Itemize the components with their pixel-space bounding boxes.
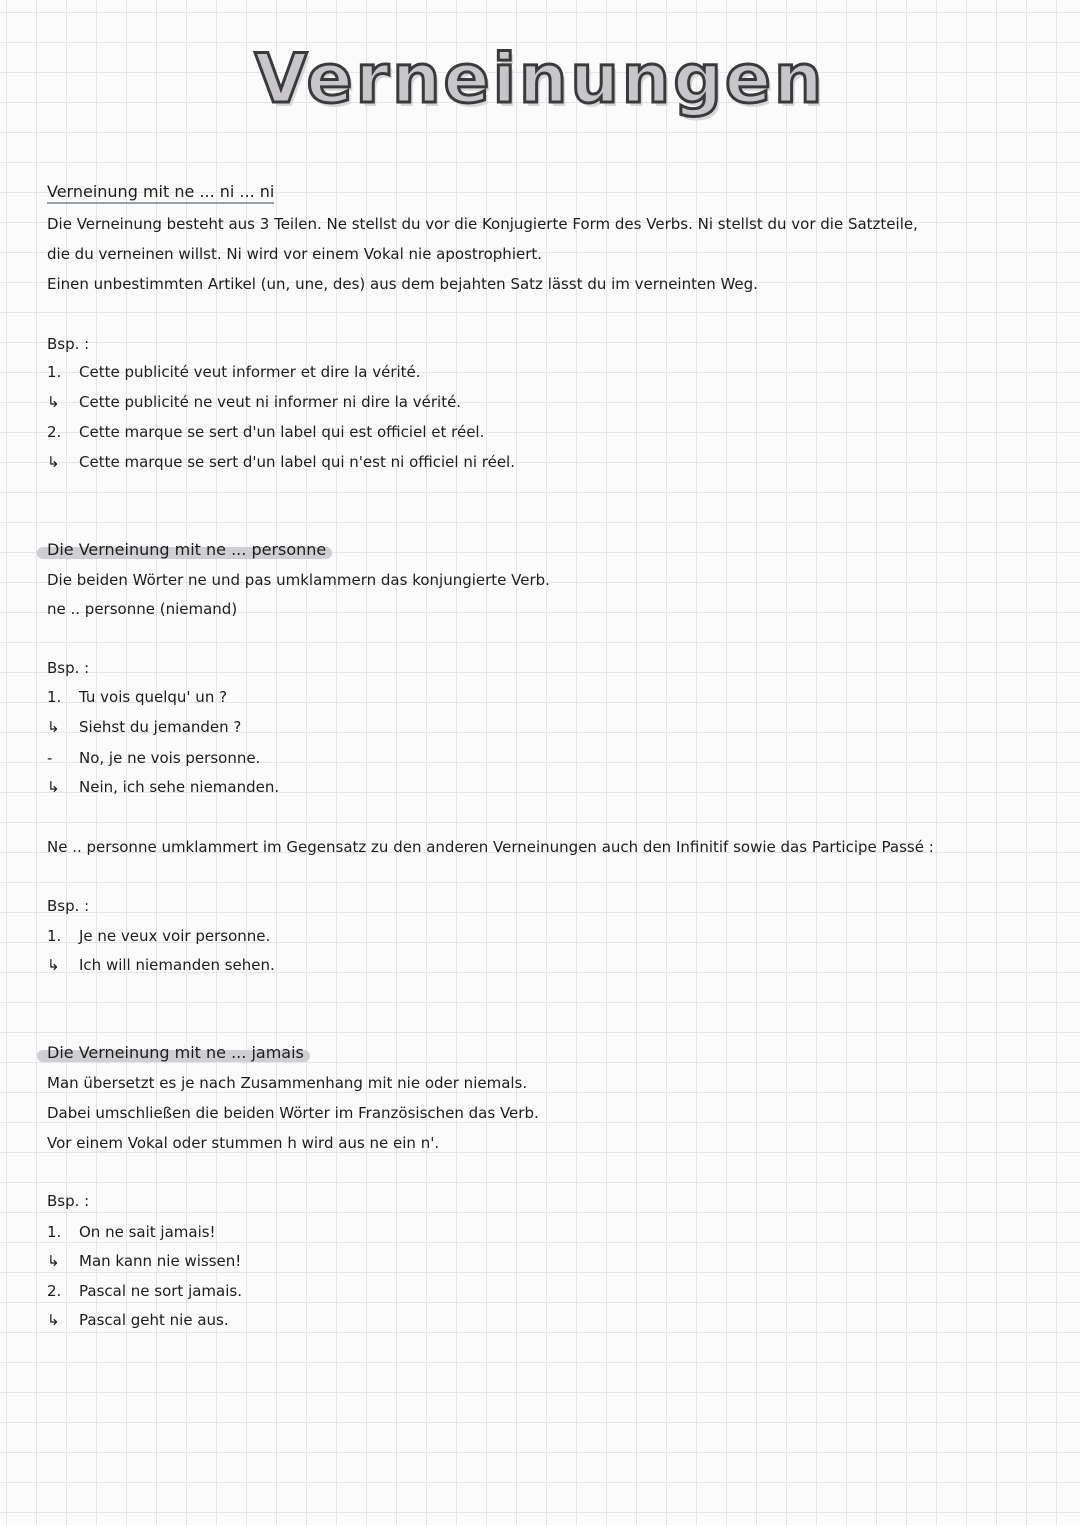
- example-line: [47, 1250, 241, 1272]
- example-text: Cette marque se sert d'un label qui n'est ni officiel ni réel.: [79, 453, 515, 471]
- example-line: [47, 747, 260, 769]
- text-line: Man übersetzt es je nach Zusammenhang mit nie oder niemals.: [47, 1074, 528, 1092]
- example-text: Cette publicité veut informer et dire la vérité.: [79, 363, 421, 381]
- text-line: Vor einem Vokal oder stummen h wird aus ne ein n'.: [47, 1134, 440, 1152]
- example-marker: 1.: [47, 1223, 62, 1241]
- example-line: [47, 925, 270, 947]
- arrow-icon: ↳: [47, 1252, 60, 1270]
- text-line: Dabei umschließen die beiden Wörter im Französischen das Verb.: [47, 1104, 539, 1122]
- example-line: [47, 1309, 229, 1331]
- bsp-label: Bsp. :: [47, 335, 90, 353]
- example-line: [47, 421, 484, 443]
- section-heading-jamais: Die Verneinung mit ne ... jamais: [47, 1042, 304, 1064]
- example-text: Pascal geht nie aus.: [79, 1311, 229, 1329]
- example-marker: 1.: [47, 688, 62, 706]
- text-line: Einen unbestimmten Artikel (un, une, des) aus dem bejahten Satz lässt du im verneinten Weg.: [47, 275, 758, 293]
- example-marker: -: [47, 749, 53, 767]
- example-text: Nein, ich sehe niemanden.: [79, 778, 280, 796]
- arrow-icon: ↳: [47, 956, 60, 974]
- arrow-icon: ↳: [47, 453, 60, 471]
- arrow-icon: ↳: [47, 1311, 60, 1329]
- example-line: [47, 716, 241, 738]
- example-text: Tu vois quelqu' un ?: [79, 688, 228, 706]
- bsp-label: Bsp. :: [47, 659, 90, 677]
- text-line: Die Verneinung besteht aus 3 Teilen. Ne stellst du vor die Konjugierte Form des Verbs. Ni stellst du vor die Satzteile,: [47, 215, 918, 233]
- example-text: Ich will niemanden sehen.: [79, 956, 275, 974]
- text-line: Die beiden Wörter ne und pas umklammern das konjungierte Verb.: [47, 571, 550, 589]
- arrow-icon: ↳: [47, 718, 60, 736]
- example-line: [47, 1221, 216, 1243]
- section-heading-ni: Verneinung mit ne ... ni ... ni: [47, 181, 274, 203]
- example-line: [47, 686, 227, 708]
- example-text: Cette publicité ne veut ni informer ni dire la vérité.: [79, 393, 462, 411]
- example-text: Pascal ne sort jamais.: [79, 1282, 242, 1300]
- example-text: Siehst du jemanden ?: [79, 718, 242, 736]
- example-text: On ne sait jamais!: [79, 1223, 216, 1241]
- example-line: [47, 1280, 242, 1302]
- example-line: [47, 361, 421, 383]
- example-marker: 1.: [47, 363, 62, 381]
- example-text: Je ne veux voir personne.: [79, 927, 271, 945]
- bsp-label: Bsp. :: [47, 897, 90, 915]
- example-text: Man kann nie wissen!: [79, 1252, 242, 1270]
- bsp-label: Bsp. :: [47, 1192, 90, 1210]
- example-line: [47, 451, 515, 473]
- example-marker: 2.: [47, 423, 62, 441]
- note-line: Ne .. personne umklammert im Gegensatz zu den anderen Verneinungen auch den Infinitif sowie das Participe Passé :: [47, 838, 934, 856]
- example-marker: 2.: [47, 1282, 62, 1300]
- section-heading-personne: Die Verneinung mit ne ... personne: [47, 539, 326, 561]
- arrow-icon: ↳: [47, 778, 60, 796]
- text-line: die du verneinen willst. Ni wird vor einem Vokal nie apostrophiert.: [47, 245, 543, 263]
- text-line: ne .. personne (niemand): [47, 600, 238, 618]
- example-line: [47, 391, 461, 413]
- example-text: No, je ne vois personne.: [79, 749, 261, 767]
- example-line: [47, 776, 279, 798]
- example-marker: 1.: [47, 927, 62, 945]
- example-line: [47, 954, 275, 976]
- page-title: Verneinungen: [254, 40, 826, 119]
- example-text: Cette marque se sert d'un label qui est officiel et réel.: [79, 423, 485, 441]
- arrow-icon: ↳: [47, 393, 60, 411]
